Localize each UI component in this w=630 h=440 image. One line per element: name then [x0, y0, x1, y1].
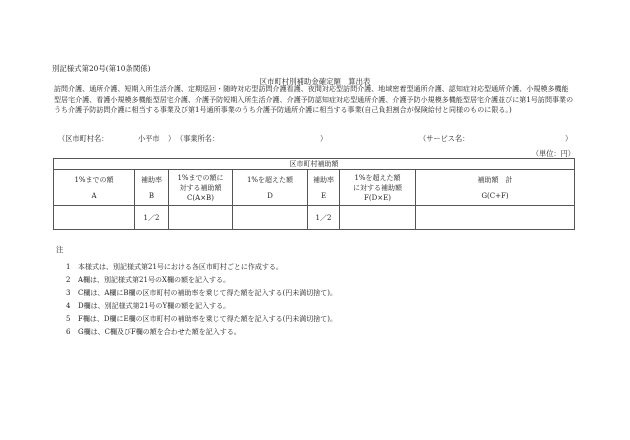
rate-cell: 1／2	[135, 206, 169, 230]
service-label: （サービス名：	[419, 134, 470, 143]
municipality-label: （区市町村名：	[58, 134, 109, 143]
form-identifier: 別記様式第20号(第10条関係)	[52, 64, 151, 73]
note-item: 2 A欄は、別記様式第21号のX欄の額を記入する。	[66, 276, 230, 284]
subsidy-table	[53, 158, 575, 230]
value-cell[interactable]	[233, 206, 308, 230]
group-header: 区市町村補助額	[54, 159, 575, 170]
column-header: 1%を超えた額 に対する補助額 F(D×E)	[340, 170, 416, 206]
service-description: 訪問介護、通所介護、短期入所生活介護、定期巡回・随時対応型訪問介護看護、夜間対応型訪問介護、地域密着型通所介護、認知症対応型通所介護、小規模多機能型居宅介護、看護小規模多機能型居宅介護、介護予防短期入所生活介護、介護予防認知症対応型通所介護、介護予防小規模多機能型居宅介護並びに第1号訪問事業のうち介護予防訪問介護に相当する事業及び第1号通所事業のうち介護予防通所介護に相当する事業(自己負担割合が保険給付と同様のものに限る。)	[54, 85, 574, 115]
office-label: （事業所名：	[176, 134, 220, 143]
unit-label: （単位：円）	[531, 149, 575, 158]
column-header: 補助額 計 G(C+F)	[416, 170, 575, 206]
header-row	[54, 170, 575, 206]
column-header: 1%までの額に 対する補助額 C(A×B)	[169, 170, 233, 206]
notes-title: 注	[56, 245, 64, 254]
column-header: 補助率 B	[135, 170, 169, 206]
note-item: 4 D欄は、別記様式第21号のY欄の額を記入する。	[66, 302, 231, 310]
table-row	[54, 206, 575, 230]
municipality-close: ）	[168, 134, 176, 143]
document-title: 区市町村別補助金確定額 算出表	[259, 77, 371, 86]
value-cell[interactable]	[54, 206, 135, 230]
service-close: ）	[565, 134, 573, 143]
office-close: ）	[320, 134, 328, 143]
municipality-value: 小平市	[138, 134, 160, 143]
note-item: 3 C欄は、A欄にB欄の区市町村の補助率を乗じて得た額を記入する(円未満切捨て)。	[66, 289, 338, 297]
rate-cell: 1／2	[308, 206, 340, 230]
column-header: 1%を超えた額 D	[233, 170, 308, 206]
column-header: 1%までの額 A	[54, 170, 135, 206]
note-item: 1 本様式は、別記様式第21号における各区市町村ごとに作成する。	[66, 263, 283, 271]
info-line	[52, 134, 582, 144]
value-cell[interactable]	[169, 206, 233, 230]
note-item: 5 F欄は、D欄にE欄の区市町村の補助率を乗じて得た額を記入する(円未満切捨て)。	[66, 315, 338, 323]
column-header: 補助率 E	[308, 170, 340, 206]
value-cell[interactable]	[340, 206, 416, 230]
note-item: 6 G欄は、C欄及びF欄の額を合わせた額を記入する。	[66, 328, 241, 336]
value-cell[interactable]	[416, 206, 575, 230]
